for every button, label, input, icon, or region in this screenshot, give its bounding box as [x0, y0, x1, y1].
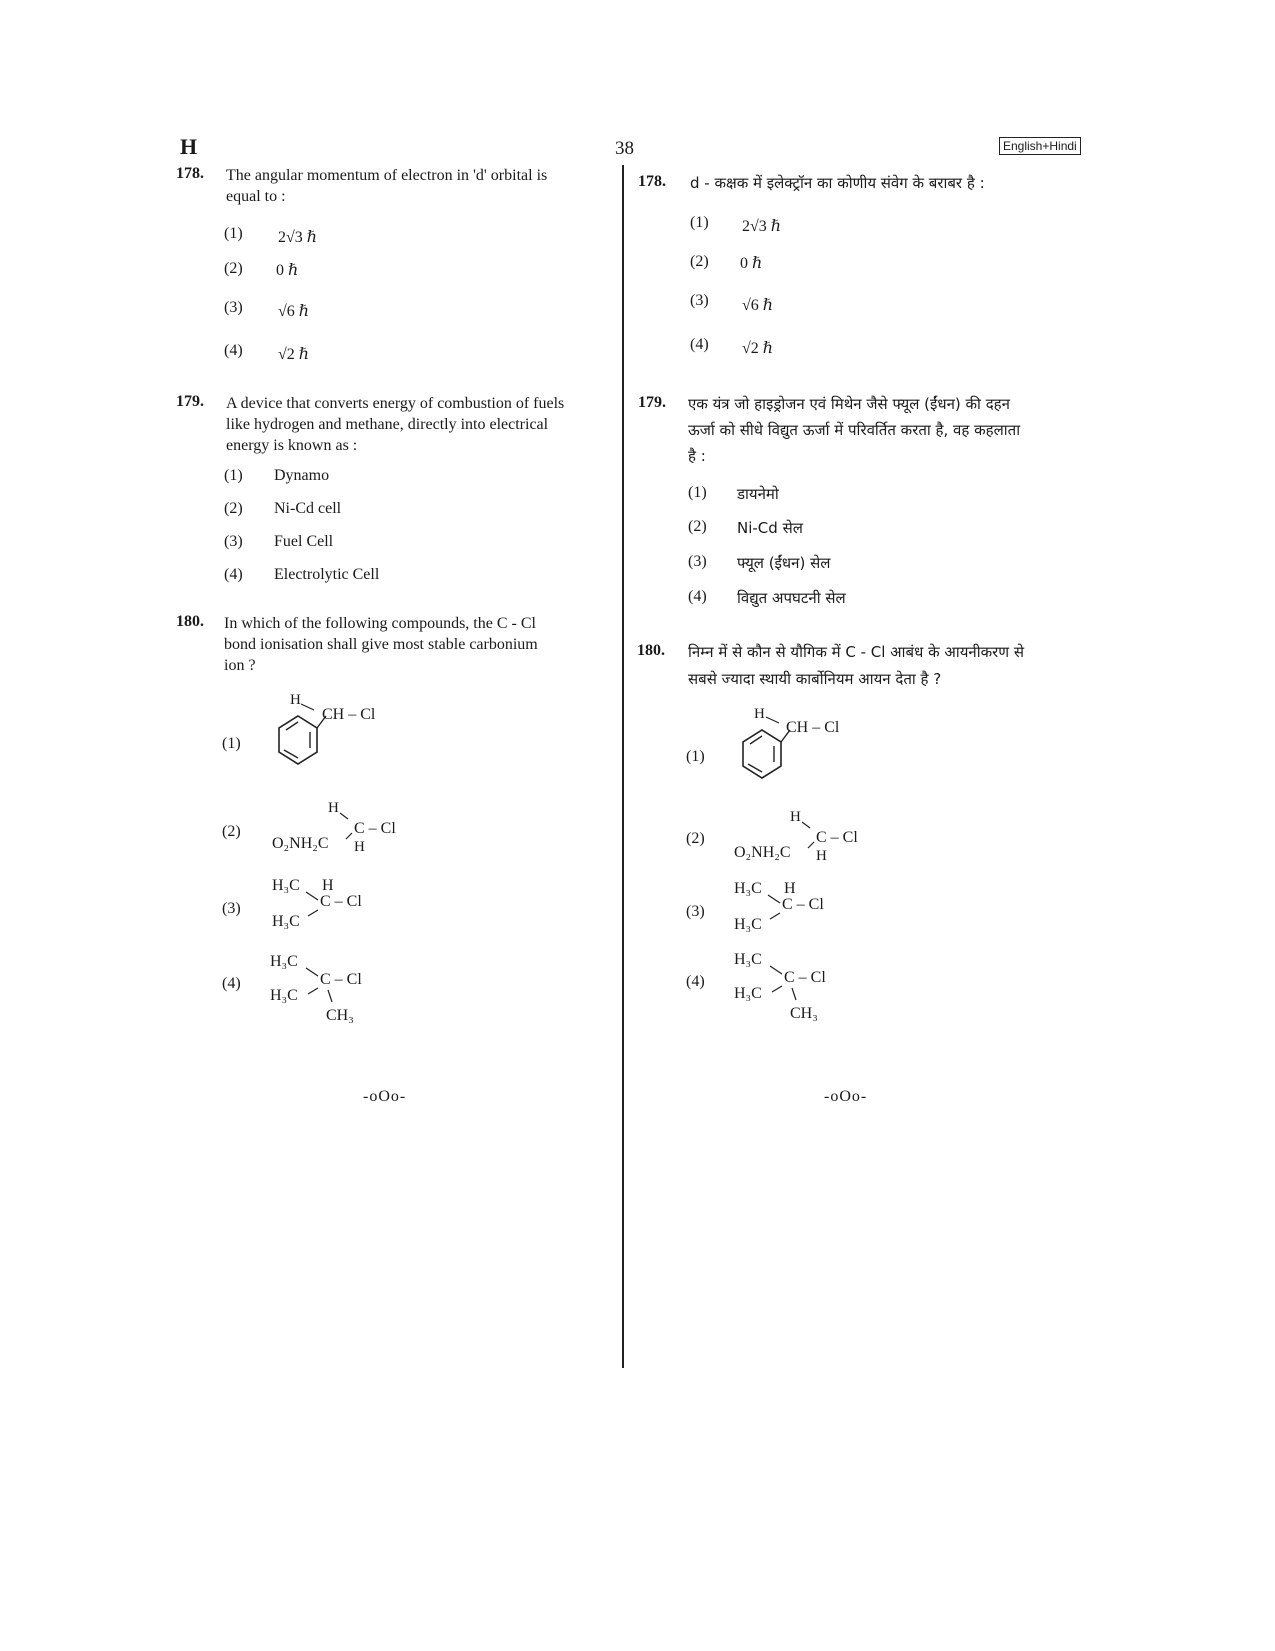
question-text: ऊर्जा को सीधे विद्युत ऊर्जा में परिवर्तित करता है, वह कहलाता — [688, 421, 1021, 439]
question-text: like hydrogen and methane, directly into electrical — [226, 416, 549, 433]
option-value: 2√3 ℏ — [278, 229, 318, 246]
option-label: (2) — [222, 823, 241, 840]
option-value: फ्यूल (ईंधन) सेल — [737, 554, 831, 572]
chem-label: CH – Cl — [786, 719, 840, 736]
chem-label: H₃C — [734, 985, 762, 1002]
option-value: √6 ℏ — [278, 303, 310, 320]
option-label: (1) — [686, 748, 705, 765]
option-label: (1) — [688, 484, 707, 501]
chem-label: O₂NH₂C — [272, 835, 329, 852]
question-text: है : — [688, 447, 706, 465]
language-tag: English+Hindi — [999, 137, 1081, 155]
structure-benzyl-chloride — [262, 688, 402, 788]
structure-tert-butyl-chloride — [266, 948, 416, 1030]
question-text: bond ionisation shall give most stable carbonium — [224, 636, 538, 653]
chem-label: CH₃ — [326, 1007, 354, 1024]
page-number: 38 — [615, 138, 634, 159]
chem-label: H₃C — [734, 916, 762, 933]
option-value: √2 ℏ — [742, 340, 774, 357]
end-marker: -oOo- — [363, 1088, 407, 1105]
option-label: (3) — [686, 903, 705, 920]
chem-label: H — [322, 877, 334, 894]
option-value: Fuel Cell — [274, 533, 334, 550]
option-value: डायनेमो — [737, 485, 779, 503]
option-value: √2 ℏ — [278, 346, 310, 363]
chem-label: H₃C — [270, 987, 298, 1004]
chem-label: C – Cl — [320, 971, 362, 988]
option-label: (1) — [222, 735, 241, 752]
question-text: एक यंत्र जो हाइड्रोजन एवं मिथेन जैसे फ्यूल (ईंधन) की दहन — [688, 395, 1010, 413]
chem-label: CH₃ — [790, 1005, 818, 1022]
structure-tert-butyl-chloride — [730, 946, 880, 1028]
chem-label: H — [784, 880, 796, 897]
question-text: The angular momentum of electron in 'd' orbital is — [226, 167, 548, 184]
option-value: 0 ℏ — [276, 262, 299, 279]
question-number: 178. — [638, 173, 666, 190]
option-label: (3) — [690, 292, 709, 309]
question-text: d - कक्षक में इलेक्ट्रॉन का कोणीय संवेग के बराबर है : — [690, 174, 985, 192]
option-label: (2) — [686, 830, 705, 847]
end-marker: -oOo- — [824, 1088, 868, 1105]
option-label: (1) — [224, 467, 243, 484]
chem-label: C – Cl — [784, 969, 826, 986]
option-label: (1) — [690, 214, 709, 231]
option-label: (3) — [222, 900, 241, 917]
chem-label: H — [328, 800, 339, 816]
option-label: (4) — [222, 975, 241, 992]
question-text: A device that converts energy of combustion of fuels — [226, 395, 565, 412]
option-value: √6 ℏ — [742, 297, 774, 314]
question-number: 180. — [176, 613, 204, 630]
option-label: (2) — [690, 253, 709, 270]
option-label: (3) — [688, 553, 707, 570]
structure-isopropyl-chloride — [730, 875, 880, 935]
structure-benzyl-chloride — [726, 702, 866, 798]
section-letter: H — [180, 134, 198, 159]
option-label: (4) — [224, 342, 243, 359]
option-value: 2√3 ℏ — [742, 218, 782, 235]
option-label: (4) — [690, 336, 709, 353]
option-label: (4) — [224, 566, 243, 583]
chem-label: H₃C — [272, 877, 300, 894]
chem-label: H — [816, 848, 827, 864]
chem-label: H₃C — [734, 880, 762, 897]
question-number: 180. — [637, 642, 665, 659]
option-label: (4) — [686, 973, 705, 990]
option-value: Electrolytic Cell — [274, 566, 380, 583]
option-label: (2) — [224, 500, 243, 517]
question-text: In which of the following compounds, the C - Cl — [224, 615, 536, 632]
question-text: सबसे ज्यादा स्थायी कार्बोनियम आयन देता है ? — [688, 670, 942, 688]
option-label: (3) — [224, 299, 243, 316]
chem-label: C – Cl — [320, 893, 362, 910]
chem-label: H — [754, 706, 765, 722]
option-label: (1) — [224, 225, 243, 242]
chem-label: CH – Cl — [322, 706, 376, 723]
column-divider — [622, 165, 624, 1368]
question-number: 179. — [638, 394, 666, 411]
structure-nitro-chloride — [268, 795, 428, 860]
option-value: Ni-Cd cell — [274, 500, 342, 517]
chem-label: H — [790, 809, 801, 825]
chem-label: C – Cl — [354, 820, 396, 837]
question-text: निम्न में से कौन से यौगिक में C - Cl आबंध के आयनीकरण से — [688, 643, 1025, 661]
chem-label: H — [354, 839, 365, 855]
chem-label: H₃C — [270, 953, 298, 970]
question-text: ion ? — [224, 657, 256, 674]
question-number: 178. — [176, 165, 204, 182]
option-value: विद्युत अपघटनी सेल — [737, 589, 846, 607]
question-text: equal to : — [226, 188, 286, 205]
option-label: (3) — [224, 533, 243, 550]
option-value: Dynamo — [274, 467, 330, 484]
chem-label: O₂NH₂C — [734, 844, 791, 861]
chem-label: C – Cl — [782, 896, 824, 913]
chem-label: H₃C — [734, 951, 762, 968]
option-label: (4) — [688, 588, 707, 605]
structure-isopropyl-chloride — [268, 872, 418, 932]
chem-label: H₃C — [272, 913, 300, 930]
option-value: 0 ℏ — [740, 255, 763, 272]
chem-label: H — [290, 692, 301, 708]
question-number: 179. — [176, 393, 204, 410]
chem-label: C – Cl — [816, 829, 858, 846]
option-label: (2) — [224, 260, 243, 277]
structure-nitro-chloride — [730, 804, 890, 866]
option-value: Ni-Cd सेल — [737, 519, 803, 537]
question-text: energy is known as : — [226, 437, 358, 454]
option-label: (2) — [688, 518, 707, 535]
